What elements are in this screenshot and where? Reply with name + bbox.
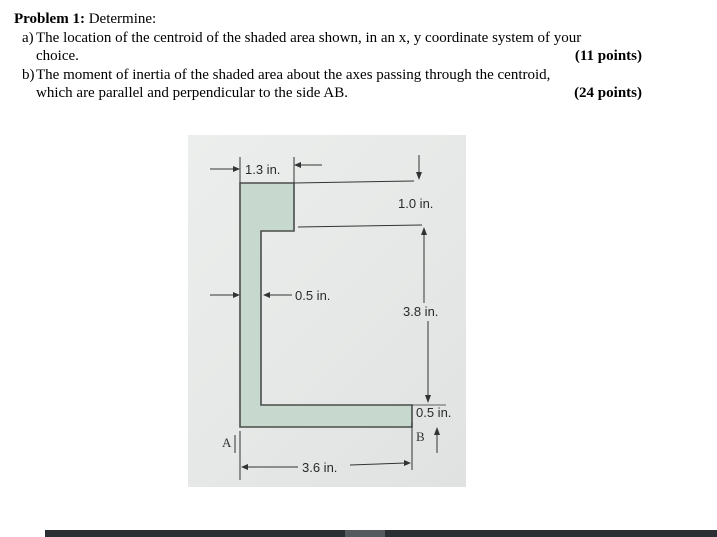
problem-heading-rest: Determine:: [84, 11, 157, 27]
shaded-area: [240, 183, 412, 427]
dim-top-width-arrowhead-right: [294, 162, 301, 168]
part-b-line2: which are parallel and perpendicular to the side AB.: [36, 85, 348, 101]
part-b-line2-row: [36, 84, 642, 102]
dim-base-label: 3.6 in.: [302, 460, 338, 475]
dim-base-arrowhead-left: [241, 464, 248, 470]
part-a-line2-row: [36, 47, 642, 65]
part-b-label: b): [22, 67, 35, 83]
problem-heading: Problem 1:: [14, 11, 85, 27]
dim-base-arrow-right: [350, 463, 406, 465]
part-a-line1: The location of the centroid of the shaded area shown, in an x, y coordinate system of your: [36, 30, 582, 46]
dim-bottom-thickness-label: 0.5 in.: [416, 405, 452, 420]
part-b-line1: The moment of inertia of the shaded area about the axes passing through the centroid,: [36, 67, 551, 83]
problem-part-a: [14, 29, 642, 65]
dim-opening-arrowhead-top: [421, 227, 427, 235]
part-a-label: a): [22, 30, 34, 46]
dim-bottom-thickness-arrowhead: [434, 427, 440, 435]
part-a-line2: choice.: [36, 48, 79, 64]
dim-opening-label: 3.8 in.: [403, 304, 439, 319]
dim-web-arrowhead-right: [263, 292, 270, 298]
point-a-label: A: [222, 435, 232, 450]
dim-web-arrowhead-left: [233, 292, 240, 298]
dim-base-arrowhead-right: [404, 460, 411, 466]
scrollbar-thumb[interactable]: [345, 530, 385, 537]
problem-title: [14, 10, 642, 28]
part-a-points: (11 points): [574, 48, 642, 64]
dim-top-width-arrowhead-left: [233, 166, 240, 172]
dim-top-width-label: 1.3 in.: [245, 162, 281, 177]
problem-statement: [14, 10, 642, 102]
top-reference-line: [294, 181, 414, 183]
part-b-points: (24 points): [574, 85, 642, 101]
opening-top-line: [298, 225, 422, 227]
bottom-scrollbar[interactable]: [45, 530, 717, 537]
shaded-area-diagram: [188, 135, 466, 487]
figure-photo: [188, 135, 466, 487]
dim-opening-arrowhead-bottom: [425, 395, 431, 403]
dim-web-label: 0.5 in.: [295, 288, 331, 303]
point-b-label: B: [416, 429, 425, 444]
problem-part-b: [14, 66, 642, 102]
dim-top-gap-label: 1.0 in.: [398, 196, 434, 211]
dim-top-gap-arrowhead: [416, 172, 422, 180]
